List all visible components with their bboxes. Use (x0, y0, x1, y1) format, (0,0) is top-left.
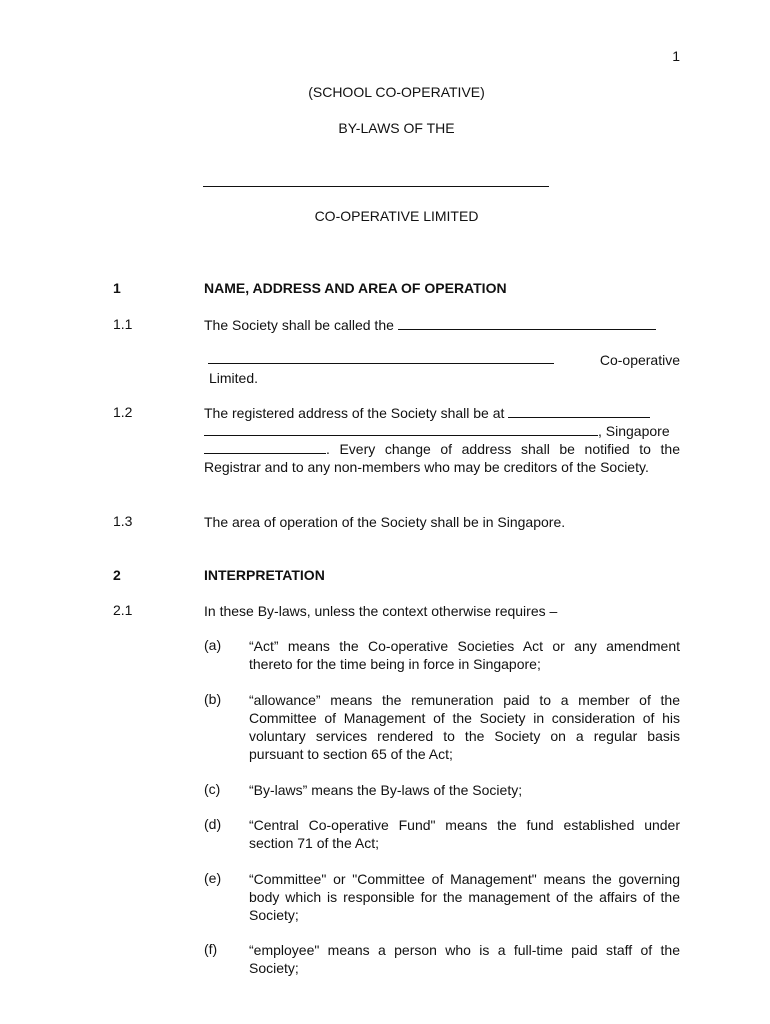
clause-1-2-text (204, 404, 680, 476)
society-name-blank (398, 317, 656, 330)
clause-suffix: Co-operative (599, 352, 680, 368)
definition-text: “By-laws” means the By-laws of the Society; (249, 782, 523, 798)
clause-number: 1.3 (113, 513, 133, 529)
clause-text: . Every change of address shall be notified to the Registrar and to any non-members who may be creditors of the Society. (204, 441, 680, 475)
item-label: (a) (204, 637, 222, 653)
clause-intro: In these By-laws, unless the context otherwise requires – (204, 603, 558, 619)
section-heading: INTERPRETATION (204, 567, 325, 583)
definition-text: “Act” means the Co-operative Societies Act or any amendment thereto for the time being in force in Singapore; (249, 638, 680, 672)
society-name-blank (208, 351, 554, 364)
definition-text: “Committee" or "Committee of Management" means the governing body which is responsible for the management of the affairs of the Society; (249, 871, 680, 923)
item-label: (f) (204, 941, 218, 957)
clause-text: , Singapore (598, 423, 670, 439)
section-heading: NAME, ADDRESS AND AREA OF OPERATION (204, 280, 507, 296)
item-label: (e) (204, 870, 222, 886)
item-label: (d) (204, 816, 222, 832)
doc-title-suffix: CO-OPERATIVE LIMITED (314, 208, 479, 224)
definition-text: “Central Co-operative Fund" means the fund established under section 71 of the Act; (249, 817, 680, 851)
page-number: 1 (672, 48, 680, 64)
item-label: (c) (204, 781, 221, 797)
item-label: (b) (204, 691, 222, 707)
section-number: 1 (113, 280, 121, 296)
clause-text: The registered address of the Society shall be at (204, 405, 505, 421)
clause-number: 1.2 (113, 404, 133, 420)
clause-suffix: Limited. (209, 370, 259, 386)
section-number: 2 (113, 567, 121, 583)
clause-number: 1.1 (113, 316, 133, 332)
postal-code-blank (204, 441, 326, 454)
address-blank (508, 405, 650, 418)
clause-text: The area of operation of the Society shall be in Singapore. (204, 514, 566, 530)
clause-1-1-continuation (208, 351, 680, 369)
address-blank (204, 423, 598, 436)
society-name-blank (203, 186, 549, 187)
doc-subtitle: (SCHOOL CO-OPERATIVE) (308, 84, 485, 100)
doc-title: BY-LAWS OF THE (338, 120, 455, 136)
definition-text: “employee" means a person who is a full-time paid staff of the Society; (249, 942, 680, 976)
clause-text: The Society shall be called the (204, 317, 394, 333)
clause-number: 2.1 (113, 602, 133, 618)
definition-text: “allowance” means the remuneration paid to a member of the Committee of Management of the Society in consideration of his voluntary services rendered to the Society on a regular basis pursuant to section 65 of the Act; (249, 692, 680, 762)
clause-1-1-text (204, 316, 680, 334)
